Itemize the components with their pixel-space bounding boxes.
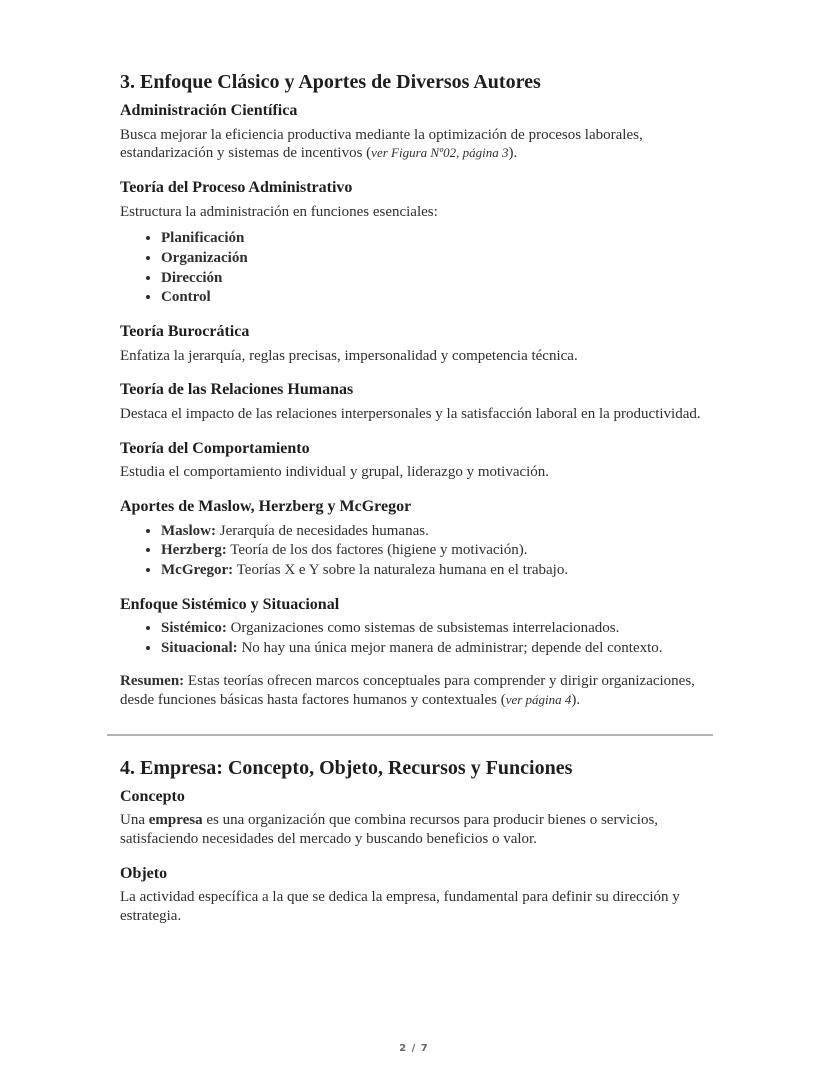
- page-reference: ver página 4: [505, 692, 572, 708]
- heading-administracion-cientifica: Administración Científica: [120, 102, 298, 119]
- text-run: es una organización que combina recursos para producir bienes o servicios, satisfaciendo necesidades del mercado y buscando beneficios o valor.: [120, 812, 659, 848]
- page-footer: [0, 1043, 828, 1054]
- text-run: Estas teorías ofrecen marcos conceptuales para comprender y dirigir organizaciones, desde funciones básicas hasta factores humanos y contextuales (: [120, 673, 695, 709]
- text-run: ).: [571, 692, 581, 709]
- paragraph-teoria-burocratica: Enfatiza la jerarquía, reglas precisas, impersonalidad y competencia técnica.: [120, 347, 578, 364]
- heading-objeto: Objeto: [120, 864, 168, 882]
- section-enfoque-clasico: [120, 70, 713, 710]
- text-run: Teoría de los dos factores (higiene y motivación).: [226, 542, 528, 559]
- heading-aportes-autores: Aportes de Maslow, Herzberg y McGregor: [120, 497, 412, 515]
- list-item: [161, 619, 713, 638]
- term-label: Situacional:: [161, 639, 238, 656]
- term-label: Herzberg:: [161, 542, 227, 559]
- list-item: • Planificación: [161, 229, 713, 248]
- list-item: [161, 639, 713, 658]
- page-indicator: 2 / 7: [399, 1043, 429, 1054]
- paragraph-concepto: [120, 811, 713, 848]
- list-aportes-autores: [120, 522, 713, 580]
- list-item: [161, 522, 713, 541]
- text-run: Organizaciones como sistemas de subsistemas interrelacionados.: [226, 620, 620, 637]
- figure-reference: ver Figura Nº02, página 3: [371, 145, 509, 161]
- paragraph-relaciones-humanas: Destaca el impacto de las relaciones interpersonales y la satisfacción laboral en la productividad.: [120, 405, 701, 422]
- heading-proceso-administrativo: Teoría del Proceso Administrativo: [120, 178, 353, 196]
- paragraph-resumen: [120, 672, 713, 709]
- term-label: McGregor:: [161, 561, 234, 578]
- list-item: • Dirección: [161, 269, 713, 288]
- paragraph-administracion-cientifica: [120, 126, 713, 163]
- text-run: No hay una única mejor manera de administrar; depende del contexto.: [237, 639, 663, 656]
- list-item: • Organización: [161, 249, 713, 268]
- section-title-empresa: 4. Empresa: Concepto, Objeto, Recursos y Funciones: [120, 756, 573, 779]
- term-label: Maslow:: [161, 522, 216, 539]
- text-run: Una: [120, 812, 149, 829]
- term-label: Resumen:: [120, 673, 185, 690]
- text-run: Jerarquía de necesidades humanas.: [216, 522, 429, 539]
- list-item: • Control: [161, 288, 713, 307]
- text-run: ).: [508, 145, 518, 162]
- section-title-enfoque-clasico: 3. Enfoque Clásico y Aportes de Diversos Autores: [120, 71, 541, 93]
- term-label: Sistémico:: [161, 620, 227, 637]
- heading-teoria-burocratica: Teoría Burocrática: [120, 322, 250, 340]
- heading-enfoque-sistemico: Enfoque Sistémico y Situacional: [120, 595, 340, 613]
- paragraph-proceso-administrativo: Estructura la administración en funciones esenciales:: [120, 203, 438, 220]
- paragraph-teoria-comportamiento: Estudia el comportamiento individual y grupal, liderazgo y motivación.: [120, 464, 550, 481]
- list-funciones-esenciales: [120, 229, 713, 306]
- heading-relaciones-humanas: Teoría de las Relaciones Humanas: [120, 381, 354, 399]
- paragraph-objeto: La actividad específica a la que se dedica la empresa, fundamental para definir su dirección y estrategia.: [120, 889, 680, 925]
- list-enfoque-sistemico: [120, 619, 713, 657]
- section-empresa: [120, 756, 713, 926]
- list-item: [161, 541, 713, 560]
- text-run: Busca mejorar la eficiencia productiva mediante la optimización de procesos laborales, estandarización y sistemas de incentivos (: [120, 126, 643, 162]
- section-divider: [107, 734, 713, 736]
- list-item: [161, 561, 713, 580]
- heading-concepto: Concepto: [120, 787, 185, 805]
- term-empresa: empresa: [148, 812, 203, 829]
- heading-teoria-comportamiento: Teoría del Comportamiento: [120, 439, 310, 457]
- text-run: Teorías X e Y sobre la naturaleza humana en el trabajo.: [233, 561, 569, 578]
